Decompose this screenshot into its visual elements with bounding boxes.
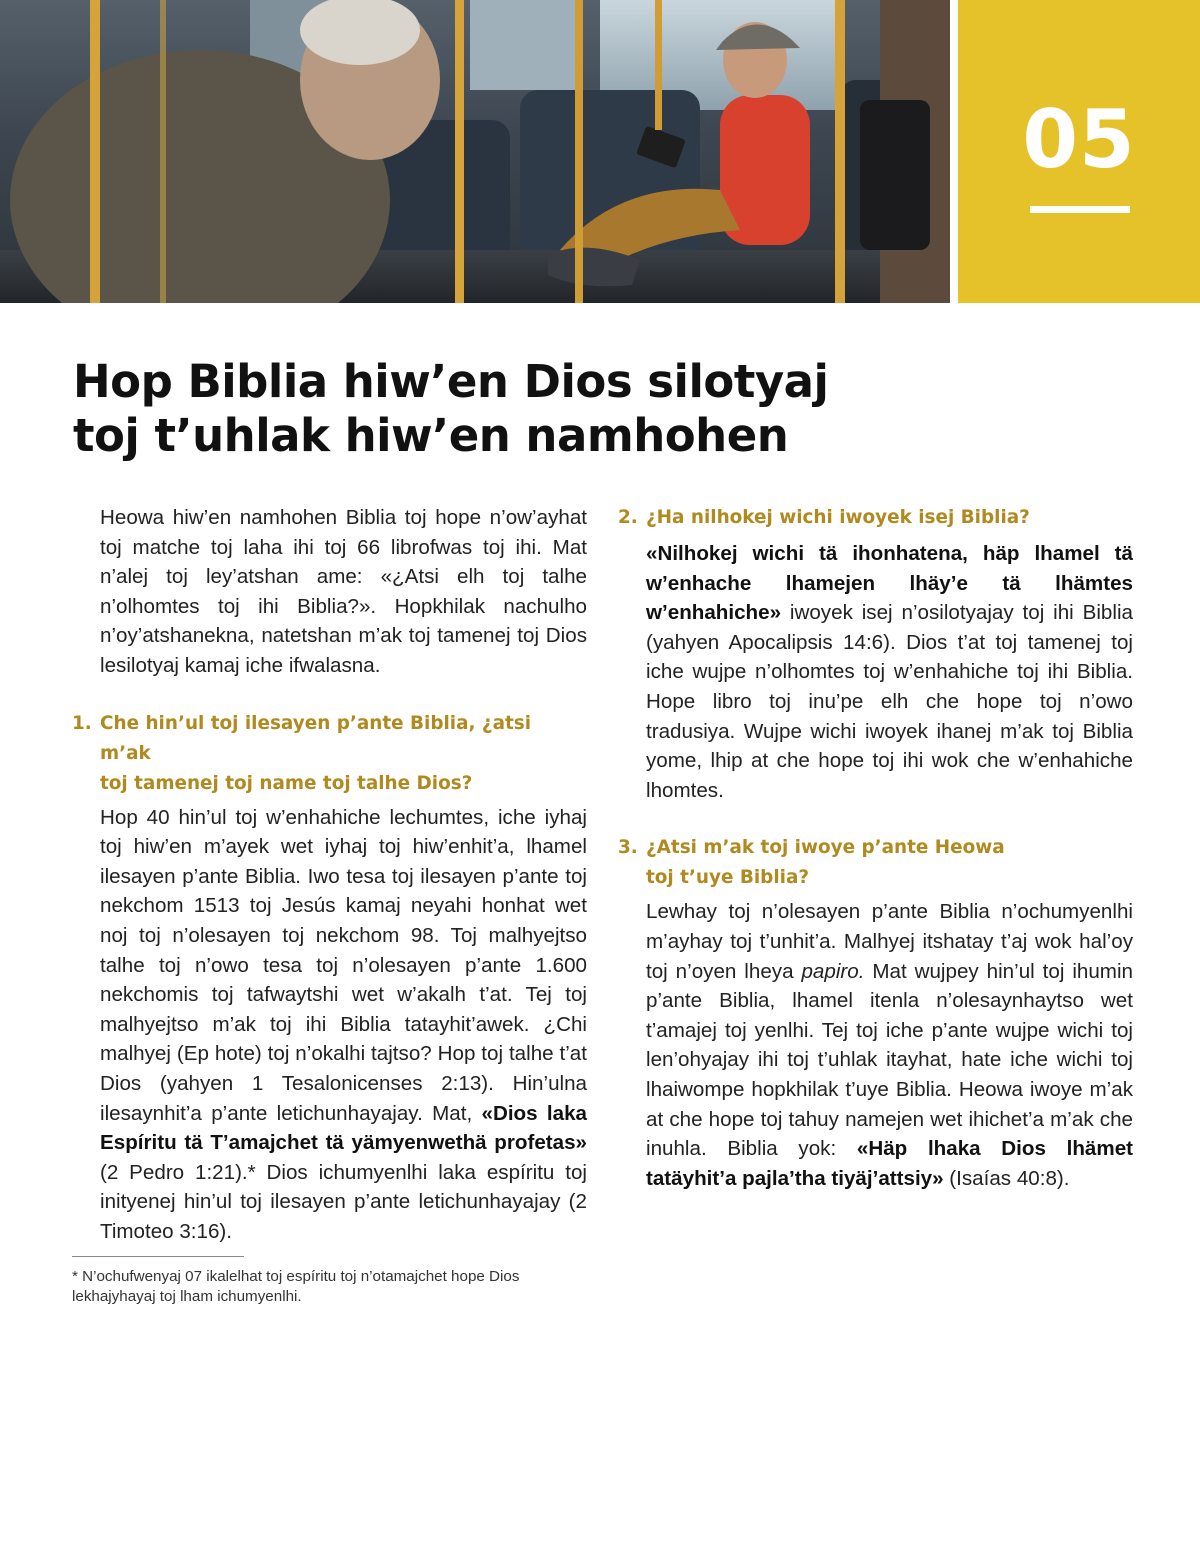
bus-reading-photo-icon (0, 0, 950, 303)
section-2-number: 2. (618, 507, 638, 528)
section-3-question (618, 833, 1133, 893)
section-3-quote: «Häp lhaka Dios lhämet tatäyhit’a pajla’tha tiyäj’attsiy» (646, 1137, 1133, 1190)
section-1-text-a: Hop 40 hin’ul toj w’enhahiche lechumtes, iche iyhaj toj hiw’en m’ayek wet iyhaj toj hiw’enhit’a, lhamel ilesayen p’ante Biblia. Iwo tesa toj ilesayen p’ante toj nekchom 1513 toj Jesús kamaj neyahi honhat wet noj toj n’olesayen toj nekchom 98. Toj malhyejtso talhe toj n’owo tesa toj n’olesayen p’ante 1.600 nekchomis toj tafwaytshi wet w’akalh t’at. Tej toj malhyejtso m’ak toj ihi Biblia tatayhit’awek. ¿Chi malhyej (Ep hote) toj n’okalhi tajtso? Hop toj talhe t’at Dios (yahyen 1 Tesalonicenses 2:13). Hin’ulna ilesaynhit’a p’ante letichunhayajay. Mat, (100, 805, 587, 1125)
header-photo (0, 0, 950, 303)
section-3-text-a2: Mat wujpey hin’ul toj ihumin p’ante Biblia, lhamel itenla n’olesaynhaytso wet t’amajej toj yenlhi. Tej toj iche p’ante wujpe wichi toj len’ohyajay ihi toj t’uhlak itayhat, hate iche wichi toj lhaiwompe hopkhilak t’uye Biblia. Heowa iwoye m’ak at che hope toj tahuy namejen wet ihichet’a m’ak che inuhla. Biblia yok: (646, 959, 1133, 1161)
section-1-quote: «Dios laka Espíritu tä T’amajchet tä yämyenwethä profetas» (100, 1101, 587, 1155)
section-3-number: 3. (618, 837, 638, 859)
section-1-paragraph (100, 803, 587, 1247)
left-column (72, 503, 587, 1307)
footnote: * N’ochufwenyaj 07 ikalelhat toj espíritu toj n’otamajchet hope Dios lekhajyhayaj toj lham ichumyenlhi. (72, 1268, 520, 1306)
section-2-paragraph (646, 539, 1133, 805)
lesson-number-underline (1030, 206, 1130, 213)
section-3-paragraph (646, 897, 1133, 1193)
page-title (73, 355, 973, 463)
page-title-line-1: Hop Biblia hiw’en Dios silotyaj (73, 355, 829, 408)
page-title-line-2: toj t’uhlak hiw’en namhohen (73, 409, 789, 462)
section-1-question-line-1: Che hin’ul toj ilesayen p’ante Biblia, ¿atsi m’ak (100, 712, 532, 764)
section-3-italic-word: papiro. (801, 959, 865, 983)
section-2-text-b: iwoyek isej n’osilotyajay toj ihi Biblia (yahyen Apocalipsis 14:6). Dios t’at toj tamenej toj iche wujpe n’olhomtes toj w’enhahiche toj ihi Biblia. Hope libro toj inu’pe elh che hope toj n’owo tradusiya. Wujpe wichi iwoyek ihanej m’ak toj Biblia yome, lhip at che hope toj ihi wok che w’enhahiche lhomtes. (646, 601, 1133, 802)
section-1-number: 1. (72, 712, 92, 734)
intro-paragraph: Heowa hiw’en namhohen Biblia toj hope n’ow’ayhat toj matche toj laha ihi toj 66 librofwas toj ihi. Mat n’alej toj ley’atshan ame: «¿Atsi elh toj talhe n’olhomtes toj ihi Biblia?». Hopkhilak nachulho n’oy’atshanekna, natetshan m’ak toj tamenej toj Dios lesilotyaj kamaj iche ifwalasna. (100, 506, 587, 677)
section-3-question-line-2: toj t’uye Biblia? (646, 867, 810, 889)
section-2-quote: «Nilhokej wichi tä ihonhatena, häp lhamel tä w’enhache lhamejen lhäy’e tä lhämtes w’enhahiche» (646, 542, 1133, 625)
section-1-question (72, 709, 587, 799)
section-3-text-a: Lewhay toj n’olesayen p’ante Biblia n’ochumyenlhi m’ayhay toj t’unhit’a. Malhyej itshatay t’aj wok hal’oy toj n’oyen lheya (646, 900, 1133, 983)
section-1-text-b: (2 Pedro 1:21).* Dios ichumyenlhi laka espíritu toj inityenej hin’ul toj ilesayen p’ante letichunhayajay (2 Timoteo 3:16). (100, 1160, 587, 1243)
right-column (618, 503, 1133, 1193)
lesson-badge (958, 0, 1200, 303)
section-2-question (618, 503, 1133, 533)
section-3-question-line-1: ¿Atsi m’ak toj iwoye p’ante Heowa (646, 837, 1005, 859)
lesson-number: 05 (1022, 93, 1136, 186)
section-1-question-line-2: toj tamenej toj name toj talhe Dios? (100, 772, 473, 794)
section-3-text-b: (Isaías 40:8). (943, 1166, 1070, 1190)
section-2-question-line-1: ¿Ha nilhokej wichi iwoyek isej Biblia? (646, 507, 1030, 528)
footnote-divider (72, 1256, 244, 1257)
